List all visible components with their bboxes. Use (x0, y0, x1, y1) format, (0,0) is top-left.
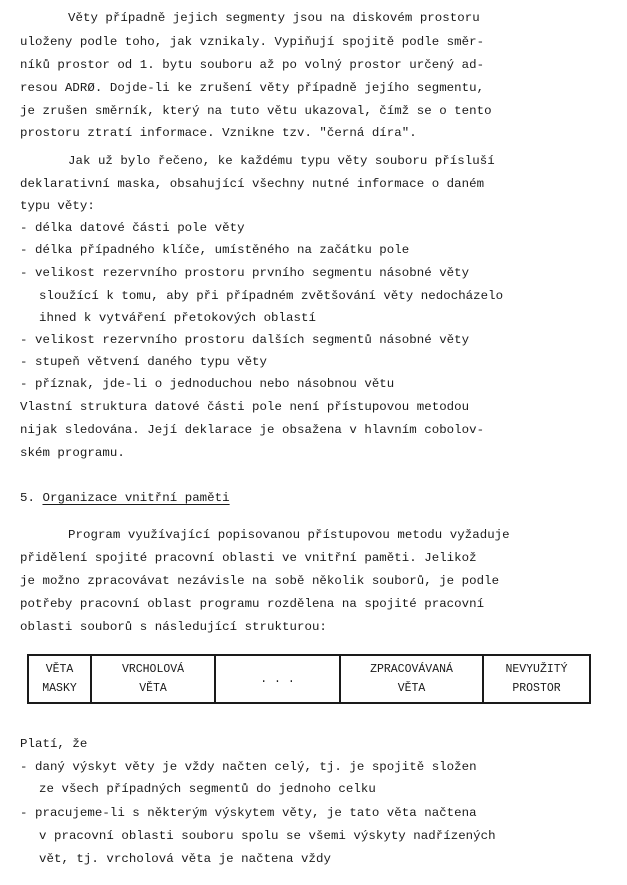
text-line: potřeby pracovní oblast programu rozdělena na spojité pracovní (20, 597, 485, 611)
cell-text: . . . (260, 672, 295, 686)
text-line: oblasti souborů s následující strukturou: (20, 620, 327, 634)
text-line: Vlastní struktura datové části pole není přístupovou metodou (20, 400, 470, 414)
cell-text: NEVYUŽITÝ (505, 663, 568, 676)
section-number: 5. (20, 491, 35, 505)
text-line: je zrušen směrník, který na tuto větu ukazoval, čímž se o tento (20, 104, 492, 118)
list-item: - velikost rezervního prostoru dalších segmentů násobné věty (20, 333, 470, 347)
list-item-continuation: vět, tj. vrcholová věta je načtena vždy (39, 852, 331, 866)
list-item: - pracujeme-li s některým výskytem věty, je tato věta načtena (20, 806, 477, 820)
list-item: - příznak, jde-li o jednoduchou nebo násobnou větu (20, 377, 395, 391)
list-item: - velikost rezervního prostoru prvního segmentu násobné věty (20, 266, 470, 280)
text-line: ském programu. (20, 446, 125, 460)
section-title: Organizace vnitřní paměti (42, 491, 230, 505)
text-line: je možno zpracovávat nezávisle na sobě několik souborů, je podle (20, 574, 500, 588)
text-line: typu věty: (20, 199, 95, 213)
list-item: - stupeň větvení daného typu věty (20, 355, 268, 369)
table-cell-processed-record (339, 654, 482, 704)
cell-text: MASKY (42, 682, 77, 695)
cell-text: VĚTA (397, 682, 426, 695)
section-heading (20, 488, 230, 508)
text-line: Program využívající popisovanou přístupovou metodu vyžaduje (68, 528, 510, 542)
list-item: - délka datové části pole věty (20, 221, 245, 235)
list-item: - daný výskyt věty je vždy načten celý, tj. je spojitě složen (20, 760, 477, 774)
memory-structure-table (27, 654, 591, 704)
text-line: uloženy podle toho, jak vznikaly. Vypiňují spojitě podle směr- (20, 35, 485, 49)
cell-text: PROSTOR (512, 682, 561, 695)
cell-text: VĚTA (45, 663, 74, 676)
text-line: Jak už bylo řečeno, ke každému typu věty souboru přísluší (68, 154, 495, 168)
text-line: nijak sledována. Její deklarace je obsažena v hlavním cobolov- (20, 423, 485, 437)
table-cell-ellipsis (214, 654, 339, 704)
text-line: resou ADRØ. Dojde-li ke zrušení věty případně jejího segmentu, (20, 81, 485, 95)
text-line: přidělení spojité pracovní oblasti ve vnitřní paměti. Jelikož (20, 551, 477, 565)
list-item-continuation: ihned k vytváření přetokových oblastí (39, 311, 316, 325)
list-item: - délka případného klíče, umístěného na začátku pole (20, 243, 410, 257)
text-line: deklarativní maska, obsahující všechny nutné informace o daném (20, 177, 485, 191)
list-item-continuation: v pracovní oblasti souboru spolu se všemi výskyty nadřízených (39, 829, 496, 843)
text-line: níků prostor od 1. bytu souboru až po volný prostor určený ad- (20, 58, 485, 72)
text-line: Platí, že (20, 737, 88, 751)
text-line: prostoru ztratí informace. Vznikne tzv. "černá díra". (20, 126, 417, 140)
text-line: Věty případně jejich segmenty jsou na diskovém prostoru (68, 11, 480, 25)
cell-text: VRCHOLOVÁ (121, 663, 185, 676)
table-cell-unused-space (482, 654, 591, 704)
table-cell-root-record (90, 654, 214, 704)
cell-text: ZPRACOVÁVANÁ (370, 663, 453, 676)
list-item-continuation: ze všech případných segmentů do jednoho celku (39, 782, 376, 796)
list-item-continuation: sloužící k tomu, aby při případném zvětšování věty nedocházelo (39, 289, 504, 303)
table-cell-mask-record (27, 654, 90, 704)
cell-text: VĚTA (139, 682, 167, 695)
